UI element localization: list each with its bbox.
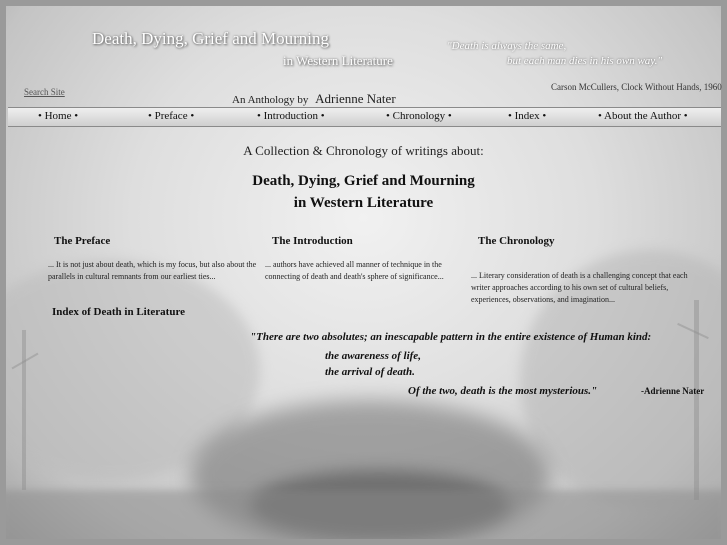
- nav-home[interactable]: • Home •: [38, 110, 79, 122]
- main-title: [0, 170, 727, 214]
- nav-introduction[interactable]: • Introduction •: [257, 110, 325, 122]
- header-quote-line-1: "Death is always the same,: [447, 40, 567, 52]
- nav-preface[interactable]: • Preface •: [148, 110, 195, 122]
- main-quote-line-3: the arrival of death.: [325, 366, 415, 378]
- main-quote-line-4: Of the two, death is the most mysterious.": [408, 385, 598, 397]
- main-quote-line-2: the awareness of life,: [325, 350, 421, 362]
- anthology-author: Adrienne Nater: [315, 91, 396, 106]
- chronology-summary: ... Literary consideration of death is a challenging concept that each writer approaches according to his own set of cultural beliefs, experiences, observations, and imagination...: [471, 271, 688, 304]
- site-title: Death, Dying, Grief and Mourning: [92, 29, 330, 48]
- main-quote-line-1: "There are two absolutes; an inescapable pattern in the entire existence of Human kind:: [250, 331, 652, 343]
- preface-heading-link[interactable]: The Preface: [54, 235, 111, 247]
- nav-index[interactable]: • Index •: [508, 110, 547, 122]
- header-quote-attribution: Carson McCullers, Clock Without Hands, 1960: [551, 82, 722, 92]
- collection-heading: A Collection & Chronology of writings about:: [243, 143, 484, 158]
- main-title-line-1: Death, Dying, Grief and Mourning: [252, 173, 475, 189]
- introduction-summary: ... authors have achieved all manner of technique in the connecting of death and death's sphere of significance...: [265, 260, 444, 281]
- main-quote-attribution: -Adrienne Nater: [641, 386, 705, 396]
- introduction-heading-link[interactable]: The Introduction: [272, 235, 353, 247]
- main-nav: [8, 107, 721, 127]
- nav-chronology[interactable]: • Chronology •: [386, 110, 452, 122]
- preface-summary: ... It is not just about death, which is my focus, but also about the parallels in cultural remnants from our earliest ties...: [48, 260, 257, 281]
- anthology-byline: [232, 91, 396, 107]
- header-quote-line-2: but each man dies in his own way.": [507, 55, 662, 67]
- index-of-death-link[interactable]: Index of Death in Literature: [52, 306, 186, 318]
- search-site-link[interactable]: Search Site: [24, 87, 65, 97]
- main-title-line-2: in Western Literature: [293, 195, 434, 211]
- nav-about-author[interactable]: • About the Author •: [598, 110, 688, 122]
- chronology-heading-link[interactable]: The Chronology: [478, 235, 555, 247]
- site-subtitle: in Western Literature: [283, 53, 393, 68]
- anthology-prefix: An Anthology by: [232, 94, 309, 106]
